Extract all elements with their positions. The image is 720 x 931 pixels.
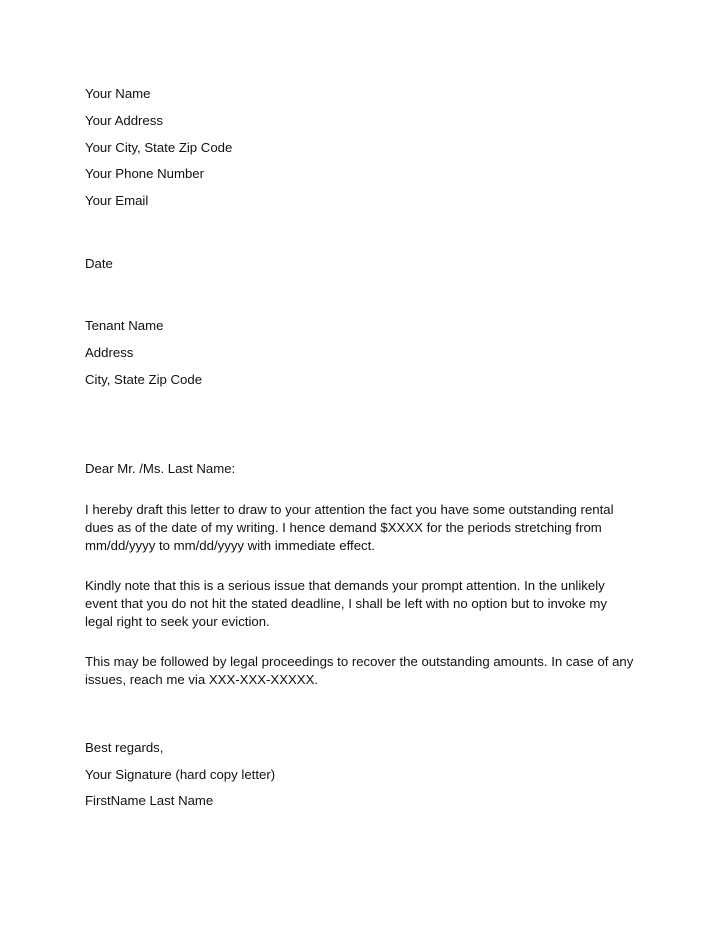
- closing-block: [85, 739, 635, 811]
- body-paragraph-1: I hereby draft this letter to draw to your attention the fact you have some outstanding rental dues as of the date of my writing. I hence demand $XXXX for the periods stretching from mm/dd/yyyy to mm/dd/yyyy with immediate effect.: [85, 501, 614, 553]
- salutation-text: Dear Mr. /Ms. Last Name:: [85, 460, 236, 476]
- sender-name: Your Name: [85, 86, 151, 101]
- salutation: [85, 460, 635, 478]
- recipient-address-block: [85, 317, 635, 389]
- letter-body: [85, 85, 635, 810]
- sender-email: Your Email: [85, 193, 149, 209]
- sender-address: Your Address: [85, 112, 163, 128]
- printed-name: FirstName Last Name: [85, 793, 214, 809]
- sender-phone: Your Phone Number: [85, 166, 205, 182]
- body-paragraph-2: Kindly note that this is a serious issue that demands your prompt attention. In the unlikely event that you do not hit the stated deadline, I shall be left with no option but to invoke my legal right to seek your eviction.: [85, 577, 607, 629]
- sender-city-state-zip: Your City, State Zip Code: [85, 139, 233, 155]
- date-block: [85, 255, 635, 273]
- valediction: Best regards,: [85, 739, 164, 755]
- sender-address-block: [85, 85, 635, 210]
- signature-line: Your Signature (hard copy letter): [85, 766, 276, 782]
- recipient-city-state-zip: City, State Zip Code: [85, 371, 203, 387]
- recipient-name: Tenant Name: [85, 318, 164, 334]
- letter-date: Date: [85, 256, 113, 272]
- body-paragraph-3: This may be followed by legal proceedings to recover the outstanding amounts. In case of any issues, reach me via XXX-XXX-XXXXX.: [85, 653, 634, 687]
- recipient-address: Address: [85, 344, 134, 360]
